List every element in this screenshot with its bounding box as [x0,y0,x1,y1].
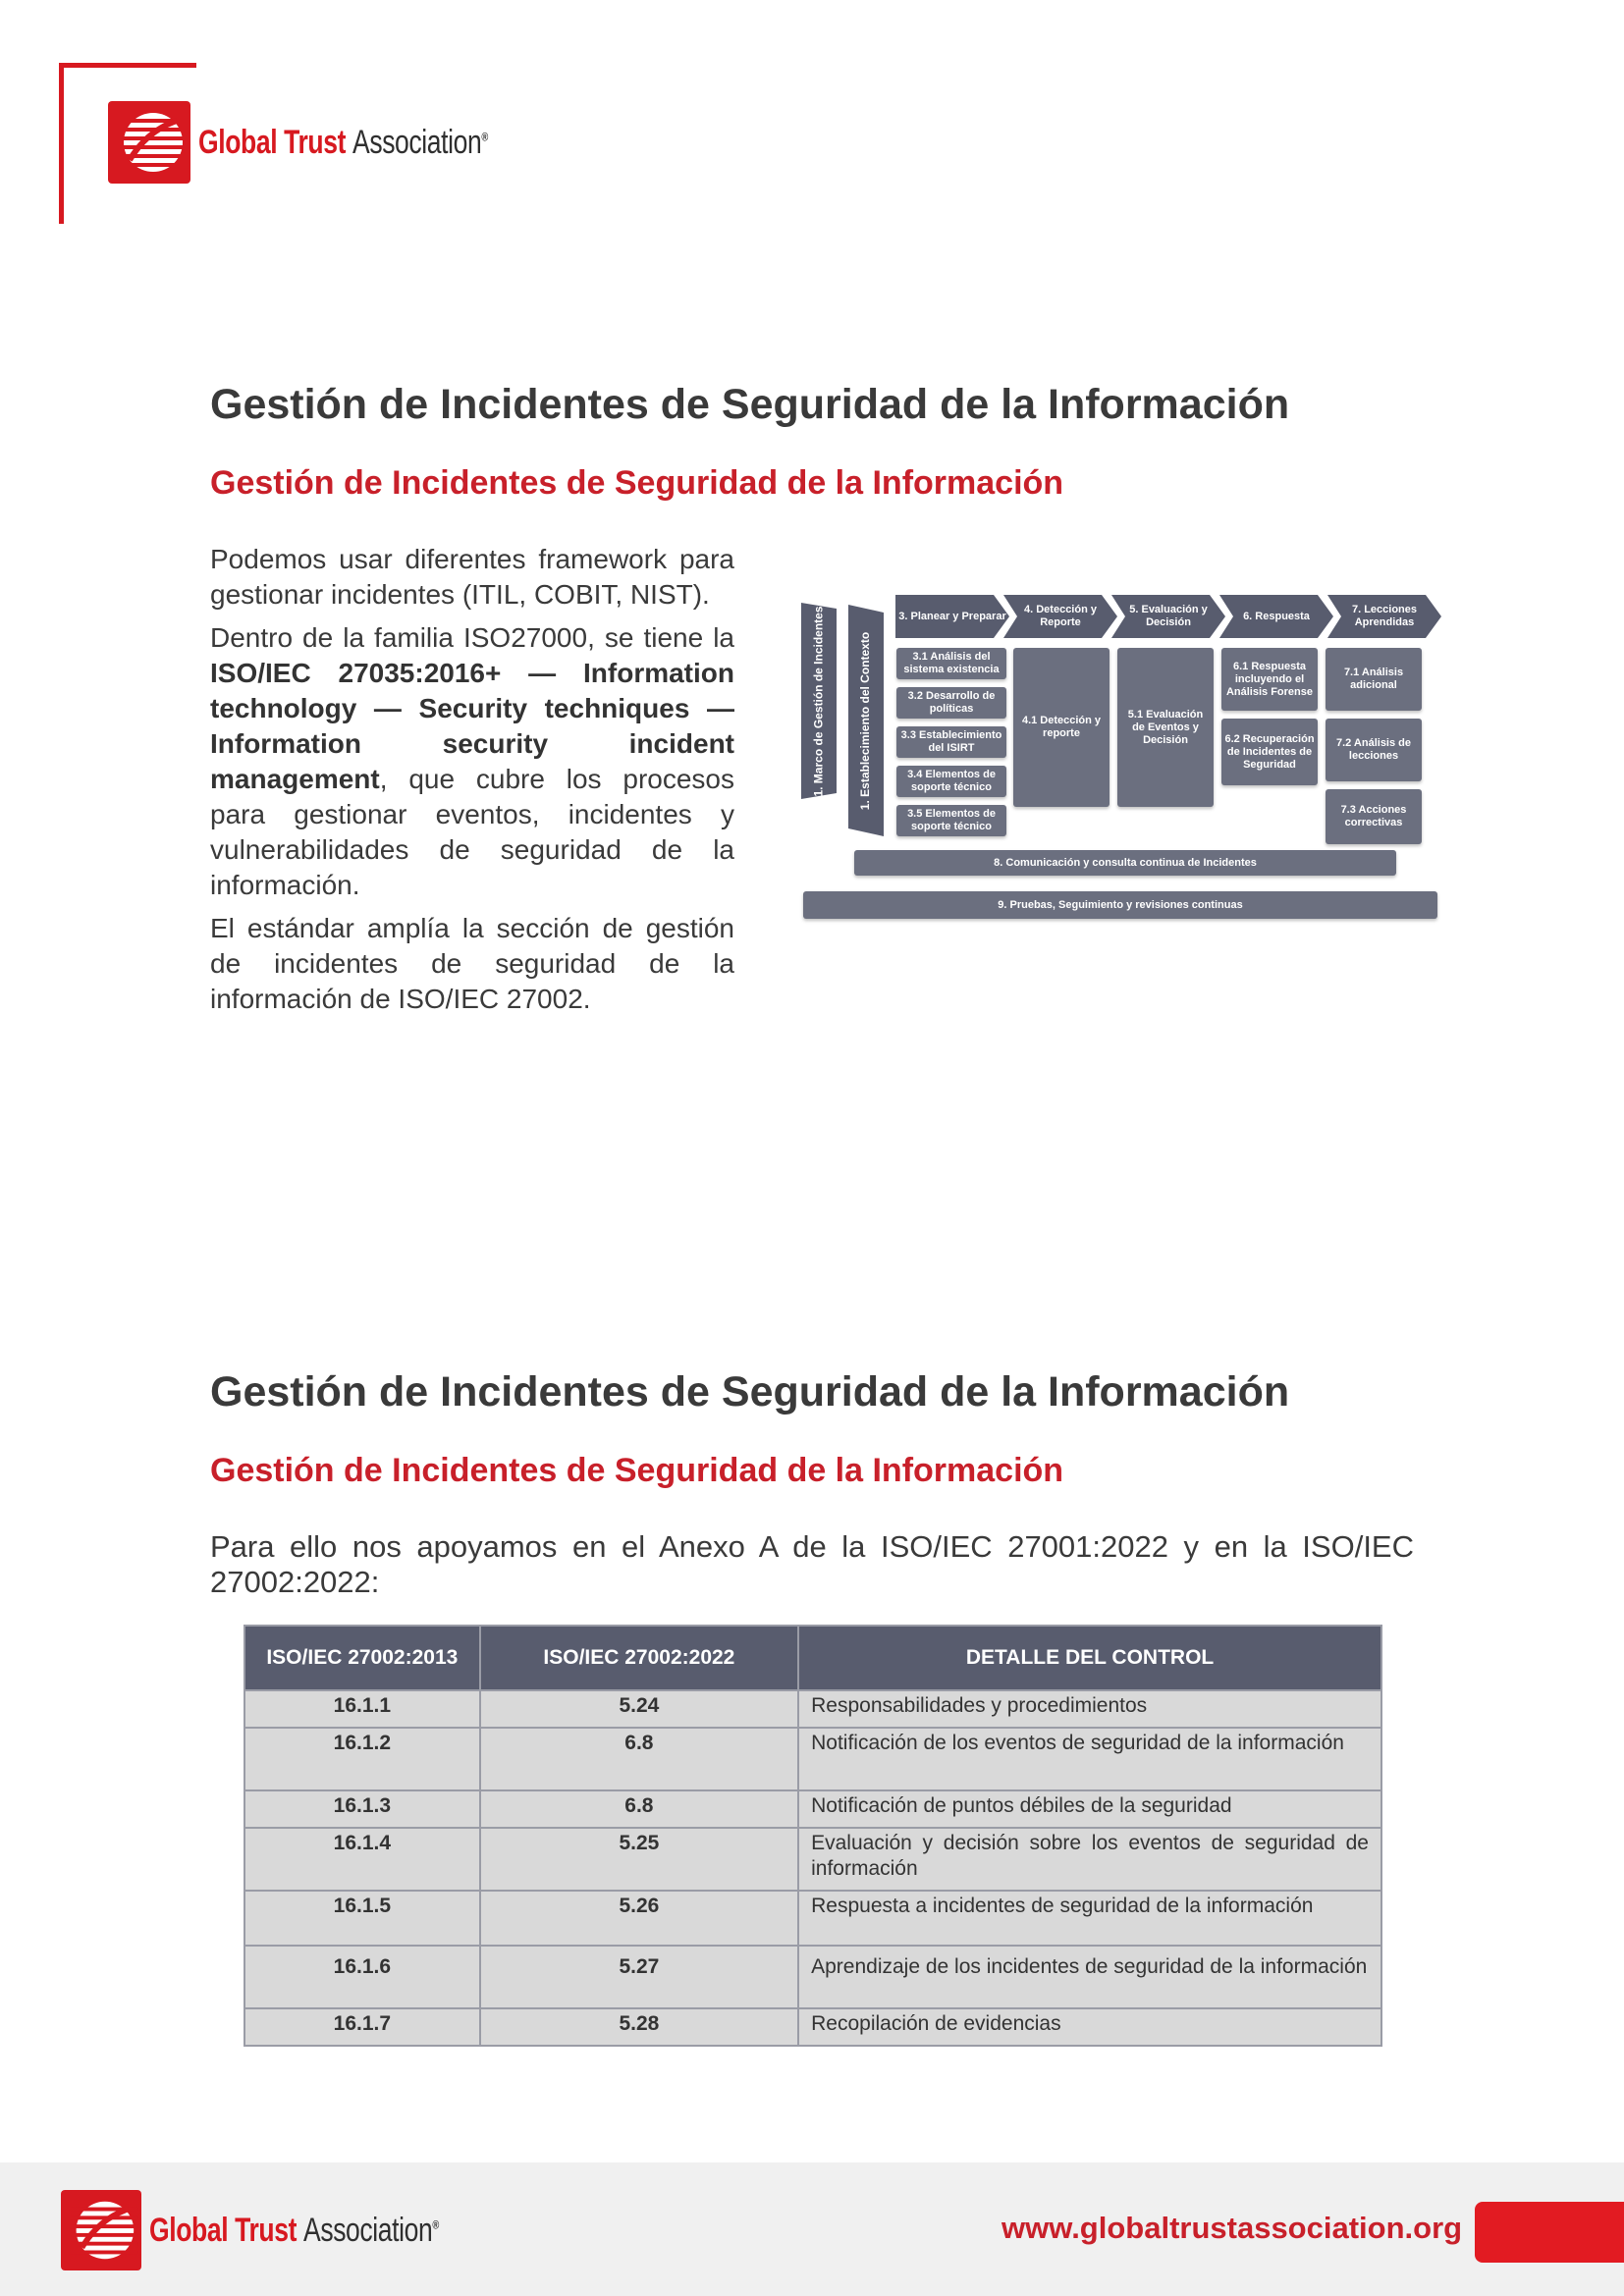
diagram-phase-2-label: 4. Detección y Reporte [1024,604,1097,628]
section2-title: Gestión de Incidentes de Seguridad de la Información [210,1368,1290,1415]
footer-brand-name-part1: Global Trust [149,2211,298,2249]
section2-subtitle: Gestión de Incidentes de Seguridad de la Información [210,1452,1064,1489]
brand-wordmark [198,124,488,162]
table-row [244,1891,1381,1946]
diagram-phase-3 [1111,595,1225,638]
table-cell-iso2013: 16.1.5 [244,1891,480,1946]
table-header-iso2013: ISO/IEC 27002:2013 [244,1626,480,1690]
table-cell-iso2013: 16.1.4 [244,1828,480,1891]
table-row [244,1790,1381,1828]
diagram-bar-communication: 8. Comunicación y consulta continua de Incidentes [854,850,1396,876]
diagram-plan-item-3: 3.3 Establecimiento del ISIRT [896,726,1006,758]
footer-globe-logo-icon [61,2190,141,2270]
diagram-phase-5-label: 7. Lecciones Aprendidas [1351,604,1418,628]
header-corner-horizontal [59,63,196,68]
diagram-lessons-item-1: 7.1 Análisis adicional [1326,648,1422,711]
brand-name-part1: Global Trust [198,123,347,161]
footer-brand-wordmark [149,2212,439,2250]
incident-management-diagram [801,593,1439,927]
globe-logo-icon [108,101,190,184]
table-cell-iso2022: 6.8 [480,1728,798,1790]
diagram-plan-item-1: 3.1 Análisis del sistema existencia [896,648,1006,679]
controls-mapping-table [244,1625,1382,2047]
section1-para1: Podemos usar diferentes framework para gestionar incidentes (ITIL, COBIT, NIST). [210,544,734,610]
diagram-detect-item: 4.1 Detección y reporte [1013,648,1110,807]
diagram-response-item-1: 6.1 Respuesta incluyendo el Análisis Forense [1221,648,1318,711]
section1-body [210,542,734,1025]
table-cell-detail: Recopilación de evidencias [798,2008,1381,2046]
table-cell-iso2013: 16.1.1 [244,1690,480,1728]
diagram-col-framework [801,603,837,799]
para2-standard-name: ISO/IEC 27035:2016+ — Information technology — Security techniques — Information security incident management [210,658,734,794]
header-logo [108,101,569,184]
footer-logo [61,2190,520,2270]
table-header-iso2022: ISO/IEC 27002:2022 [480,1626,798,1690]
diagram-response-item-2: 6.2 Recuperación de Incidentes de Seguridad [1221,719,1318,785]
diagram-phase-3-label: 5. Evaluación y Decisión [1129,604,1208,628]
diagram-col-context [848,605,884,836]
section1-subtitle: Gestión de Incidentes de Seguridad de la Información [210,464,1064,502]
table-cell-detail: Respuesta a incidentes de seguridad de la información [798,1891,1381,1946]
diagram-col-context-label: 1. Establecimiento del Contexto [858,631,873,810]
diagram-phase-5 [1327,595,1441,638]
table-cell-iso2022: 5.24 [480,1690,798,1728]
diagram-phase-1 [895,595,1009,638]
footer-brand-registered-mark: ® [432,2217,439,2232]
table-header-row [244,1626,1381,1690]
table-row [244,1690,1381,1728]
table-row [244,1946,1381,2008]
para2-text-post: , que cubre los procesos para gestionar eventos, incidentes y vulnerabilidades de seguridad de la información. [210,764,734,900]
diagram-plan-item-5: 3.5 Elementos de soporte técnico [896,805,1006,836]
diagram-phase-4-label: 6. Respuesta [1243,610,1310,622]
table-cell-iso2022: 5.26 [480,1891,798,1946]
table-header-detail: DETALLE DEL CONTROL [798,1626,1381,1690]
table-cell-iso2013: 16.1.2 [244,1728,480,1790]
table-cell-detail: Aprendizaje de los incidentes de seguridad de la información [798,1946,1381,2008]
diagram-plan-item-4: 3.4 Elementos de soporte técnico [896,766,1006,797]
section1-para2 [210,620,734,903]
table-cell-iso2022: 6.8 [480,1790,798,1828]
diagram-phase-1-label: 3. Planear y Preparar [898,610,1006,622]
brand-name-part2: Association [352,123,482,161]
diagram-col-framework-label: 1. Marco de Gestión de Incidentes [811,605,826,797]
table-cell-iso2022: 5.28 [480,2008,798,2046]
footer-brand-name-part2: Association [303,2211,433,2249]
table-cell-iso2013: 16.1.6 [244,1946,480,2008]
diagram-bar-testing: 9. Pruebas, Seguimiento y revisiones continuas [803,891,1437,919]
footer-red-tab [1475,2202,1624,2263]
table-cell-iso2013: 16.1.3 [244,1790,480,1828]
table-cell-iso2022: 5.25 [480,1828,798,1891]
table-cell-detail: Responsabilidades y procedimientos [798,1690,1381,1728]
diagram-lessons-item-3: 7.3 Acciones correctivas [1326,789,1422,844]
section1-para3: El estándar amplía la sección de gestión de incidentes de seguridad de la información de ISO/IEC 27002. [210,913,734,1014]
table-cell-detail: Evaluación y decisión sobre los eventos de seguridad de información [798,1828,1381,1891]
diagram-lessons-item-2: 7.2 Análisis de lecciones [1326,719,1422,781]
footer-website-link[interactable]: www.globaltrustassociation.org [1001,2211,1463,2245]
section2-intro: Para ello nos apoyamos en el Anexo A de la ISO/IEC 27001:2022 y en la ISO/IEC 27002:2022: [210,1529,1414,1599]
para2-text-pre: Dentro de la familia ISO27000, se tiene la [210,622,734,653]
brand-registered-mark: ® [481,130,488,144]
diagram-plan-item-2: 3.2 Desarrollo de políticas [896,687,1006,719]
table-cell-detail: Notificación de los eventos de seguridad de la información [798,1728,1381,1790]
diagram-eval-item: 5.1 Evaluación de Eventos y Decisión [1117,648,1214,807]
table-row [244,2008,1381,2046]
table-row [244,1828,1381,1891]
table-cell-detail: Notificación de puntos débiles de la seguridad [798,1790,1381,1828]
table-cell-iso2022: 5.27 [480,1946,798,2008]
diagram-phase-4 [1219,595,1333,638]
diagram-phase-2 [1003,595,1117,638]
section1-title: Gestión de Incidentes de Seguridad de la Información [210,381,1290,428]
header-corner-vertical [59,63,64,224]
table-row [244,1728,1381,1790]
table-cell-iso2013: 16.1.7 [244,2008,480,2046]
